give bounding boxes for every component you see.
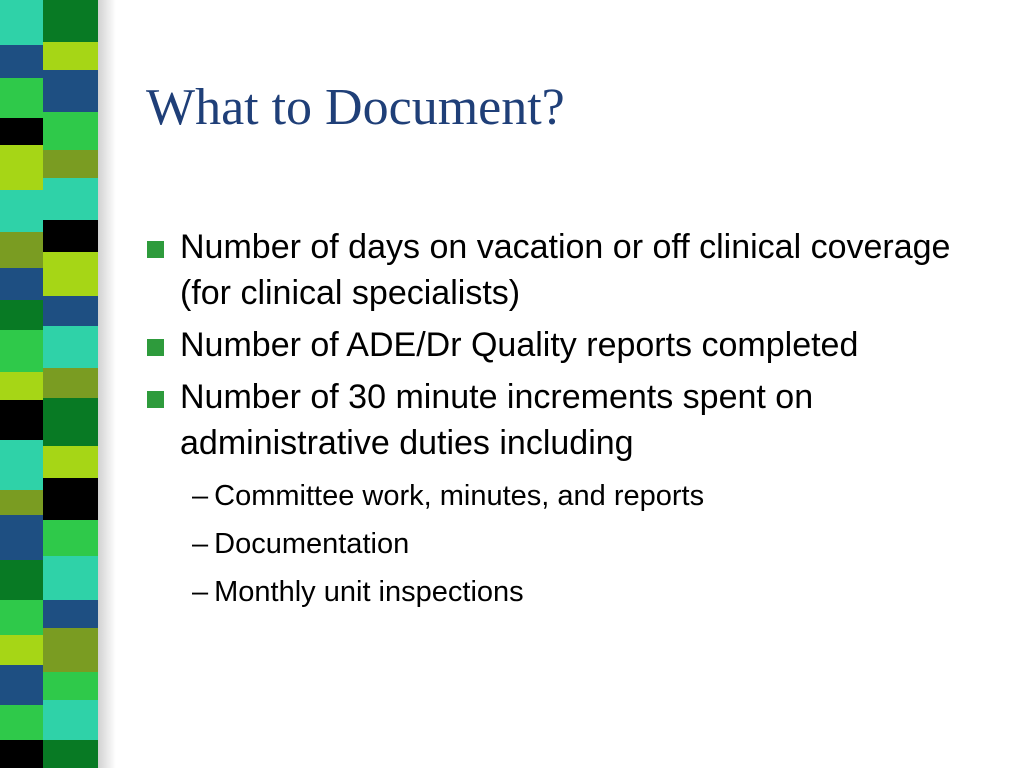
bullet-item	[146, 322, 1006, 368]
sub-bullet-list	[146, 472, 1006, 616]
stripe-segment	[43, 478, 98, 520]
sub-bullet-text: Committee work, minutes, and reports	[214, 480, 705, 512]
stripe-segment	[43, 220, 98, 252]
stripe-segment	[0, 740, 43, 768]
stripe-segment	[43, 520, 98, 556]
stripe-segment	[0, 0, 43, 18]
stripe-segment	[0, 515, 43, 560]
slide-body	[146, 224, 1006, 616]
sub-bullet-text: Documentation	[214, 528, 410, 560]
stripe-shadow	[98, 0, 116, 768]
stripe-segment	[0, 400, 43, 440]
stripe-segment	[43, 252, 98, 296]
bullet-item	[146, 224, 1006, 316]
stripe-segment	[43, 368, 98, 398]
stripe-segment	[0, 330, 43, 372]
stripe-segment	[0, 145, 43, 190]
square-bullet-icon	[147, 241, 164, 258]
dash-bullet-icon: –	[192, 528, 209, 560]
stripe-segment	[0, 190, 43, 232]
sub-bullet-item	[192, 472, 1006, 520]
stripe-segment	[43, 700, 98, 740]
dash-bullet-icon: –	[192, 576, 209, 608]
stripe-segment	[0, 78, 43, 118]
bullet-text: Number of days on vacation or off clinical coverage (for clinical specialists)	[180, 228, 951, 312]
stripe-segment	[0, 705, 43, 740]
stripe-segment	[0, 490, 43, 515]
stripe-segment	[0, 600, 43, 635]
stripe-segment	[43, 628, 98, 672]
stripe-segment	[43, 398, 98, 446]
stripe-segment	[0, 118, 43, 145]
sub-bullet-item	[192, 568, 1006, 616]
stripe-segment	[43, 296, 98, 326]
stripe-segment	[43, 740, 98, 768]
stripe-segment	[43, 326, 98, 368]
bullet-text: Number of ADE/Dr Quality reports completed	[180, 326, 859, 364]
stripe-segment	[43, 556, 98, 600]
square-bullet-icon	[147, 339, 164, 356]
stripe-segment	[43, 42, 98, 70]
stripe-segment	[0, 665, 43, 705]
sub-bullet-text: Monthly unit inspections	[214, 576, 524, 608]
dash-bullet-icon: –	[192, 480, 209, 512]
stripe-segment	[0, 18, 43, 45]
stripe-segment	[43, 446, 98, 478]
stripe-segment	[43, 0, 98, 42]
stripe-segment	[43, 600, 98, 628]
slide-title: What to Document?	[146, 79, 565, 136]
stripe-segment	[0, 372, 43, 400]
stripe-segment	[43, 112, 98, 150]
stripe-segment	[0, 232, 43, 268]
stripe-segment	[43, 150, 98, 178]
sub-bullet-item	[192, 520, 1006, 568]
stripe-segment	[0, 560, 43, 600]
stripe-segment	[43, 70, 98, 112]
square-bullet-icon	[147, 391, 164, 408]
bullet-item	[146, 374, 1006, 466]
stripe-segment	[0, 635, 43, 665]
stripe-segment	[0, 45, 43, 78]
stripe-segment	[0, 268, 43, 300]
stripe-column-outer	[0, 0, 43, 768]
stripe-segment	[0, 300, 43, 330]
decorative-stripe-band	[0, 0, 115, 768]
bullet-text: Number of 30 minute increments spent on administrative duties including	[180, 378, 814, 462]
stripe-column-inner	[43, 0, 98, 768]
stripe-segment	[43, 672, 98, 700]
stripe-segment	[43, 178, 98, 220]
stripe-segment	[0, 440, 43, 490]
